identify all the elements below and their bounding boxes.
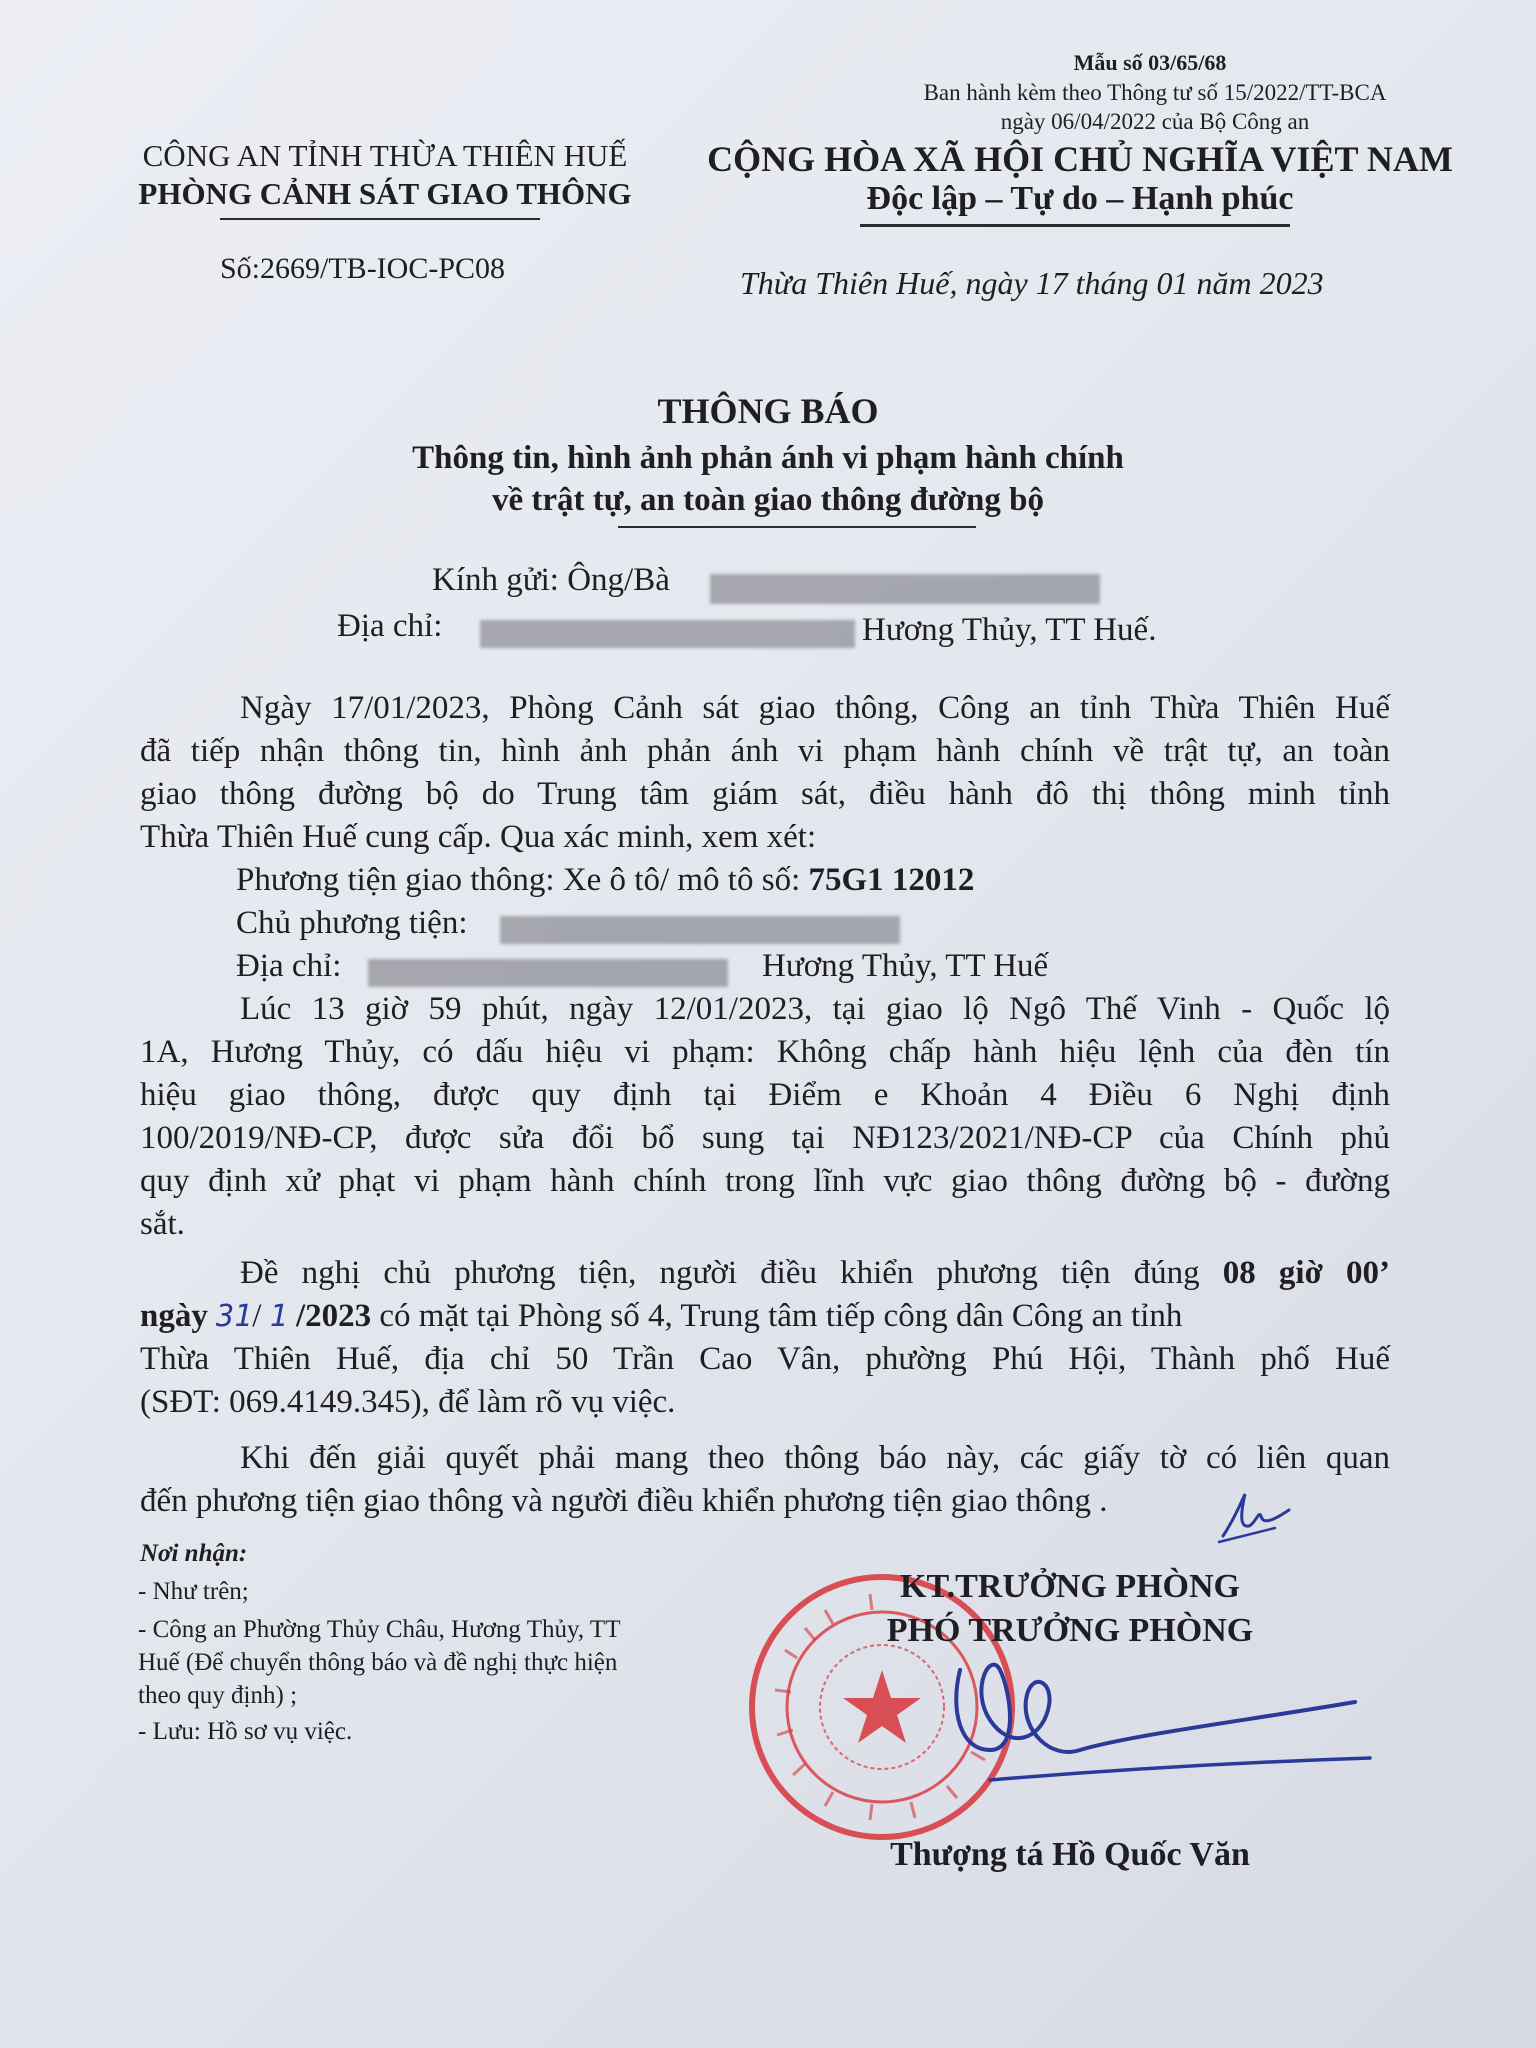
handwritten-signature [930, 1630, 1390, 1800]
document-subtitle-1: Thông tin, hình ảnh phản ánh vi phạm hành chính [412, 440, 1124, 476]
body-text: Khi đến giải quyết phải mang theo thông báo này, các giấy tờ có liên quan [240, 1440, 1390, 1476]
body-text: đã tiếp nhận thông tin, hình ảnh phản ánh vi phạm hành chính về trật tự, an toàn [140, 733, 1390, 769]
redacted-owner-address [368, 959, 728, 987]
handwritten-month: 1 [269, 1299, 288, 1334]
redacted-name [710, 574, 1100, 604]
owner-address-label: Địa chỉ: [236, 948, 342, 984]
body-text: hiệu giao thông, được quy định tại Điểm e Khoản 4 Điều 6 Nghị định [140, 1077, 1390, 1113]
form-issued-date: ngày 06/04/2022 của Bộ Công an [1000, 109, 1310, 134]
document-subtitle-2: về trật tự, an toàn giao thông đường bộ [491, 482, 1044, 518]
appointment-year: /2023 [295, 1298, 372, 1334]
owner-address-suffix: Hương Thủy, TT Huế [762, 948, 1049, 984]
body-text: đến phương tiện giao thông và người điều khiển phương tiện giao thông . [140, 1483, 1108, 1519]
document-title: THÔNG BÁO [657, 391, 879, 431]
body-text: sắt. [140, 1206, 185, 1242]
recipient-item: - Như trên; [138, 1578, 249, 1605]
appointment-line [140, 1255, 1390, 1292]
title-underline [618, 526, 976, 528]
recipient-label: Kính gửi: Ông/Bà [432, 562, 670, 598]
address-label: Địa chỉ: [337, 608, 443, 644]
redacted-owner [500, 916, 900, 944]
body-text: 1A, Hương Thủy, có dấu hiệu vi phạm: Không chấp hành hiệu lệnh của đèn tín [140, 1034, 1390, 1070]
republic-motto: Độc lập – Tự do – Hạnh phúc [866, 180, 1294, 217]
signer-name: Thượng tá Hồ Quốc Văn [890, 1836, 1250, 1873]
body-text: quy định xử phạt vi phạm hành chính trong lĩnh vực giao thông đường bộ - đường [140, 1163, 1390, 1199]
appointment-ngay: ngày [140, 1298, 208, 1334]
signature-title-2: PHÓ TRƯỞNG PHÒNG [886, 1612, 1254, 1649]
form-issued-with: Ban hành kèm theo Thông tư số 15/2022/TT-BCA [923, 80, 1387, 105]
body-text: Thừa Thiên Huế cung cấp. Qua xác minh, xem xét: [140, 819, 817, 855]
agency-name: CÔNG AN TỈNH THỪA THIÊN HUẾ [142, 138, 628, 173]
body-text: giao thông đường bộ do Trung tâm giám sát, điều hành đô thị thông minh tỉnh [140, 776, 1390, 812]
address-suffix: Hương Thủy, TT Huế. [862, 612, 1157, 648]
document-number: Số:2669/TB-IOC-PC08 [220, 252, 506, 285]
vehicle-label: Phương tiện giao thông: Xe ô tô/ mô tô số: [236, 862, 801, 898]
body-text: (SĐT: 069.4149.345), để làm rõ vụ việc. [140, 1384, 676, 1420]
body-text: 100/2019/NĐ-CP, được sửa đổi bổ sung tại NĐ123/2021/NĐ-CP của Chính phủ [140, 1120, 1390, 1156]
signature-title-1: KT.TRƯỞNG PHÒNG [900, 1568, 1240, 1605]
appointment-date-line: ngày 31/ 1 /2023 có mặt tại Phòng số 4, Trung tâm tiếp công dân Công an tỉnh [140, 1298, 1183, 1334]
republic-name: CỘNG HÒA XÃ HỘI CHỦ NGHĨA VIỆT NAM [707, 139, 1453, 179]
body-text: Lúc 13 giờ 59 phút, ngày 12/01/2023, tại giao lộ Ngô Thế Vinh - Quốc lộ [240, 991, 1390, 1027]
recipient-item: theo quy định) ; [138, 1682, 298, 1709]
body-text: Ngày 17/01/2023, Phòng Cảnh sát giao thông, Công an tỉnh Thừa Thiên Huế [240, 690, 1390, 726]
recipient-item: Huế (Để chuyển thông báo và đề nghị thực hiện [138, 1649, 618, 1676]
redacted-address [480, 620, 855, 648]
motto-underline [860, 224, 1290, 227]
place-date: Thừa Thiên Huế, ngày 17 tháng 01 năm 2023 [740, 265, 1324, 301]
owner-label: Chủ phương tiện: [236, 905, 468, 941]
handwritten-initials [1215, 1488, 1295, 1548]
appointment-time: 08 giờ 00’ [1222, 1255, 1390, 1291]
body-text: Đề nghị chủ phương tiện, người điều khiển phương tiện đúng [240, 1255, 1200, 1291]
handwritten-day: 31 [216, 1299, 253, 1334]
agency-underline [220, 218, 540, 220]
form-number: Mẫu số 03/65/68 [1073, 50, 1227, 75]
recipient-item: - Lưu: Hồ sơ vụ việc. [138, 1718, 353, 1745]
recipients-heading: Nơi nhận: [140, 1540, 248, 1567]
body-text: Thừa Thiên Huế, địa chỉ 50 Trần Cao Vân, phường Phú Hội, Thành phố Huế [140, 1341, 1390, 1377]
department-name: PHÒNG CẢNH SÁT GIAO THÔNG [138, 176, 632, 211]
body-text: có mặt tại Phòng số 4, Trung tâm tiếp công dân Công an tỉnh [379, 1298, 1183, 1334]
recipient-item: - Công an Phường Thủy Châu, Hương Thủy, TT [138, 1616, 621, 1643]
vehicle-info [236, 862, 974, 899]
vehicle-plate: 75G1 12012 [808, 862, 975, 898]
